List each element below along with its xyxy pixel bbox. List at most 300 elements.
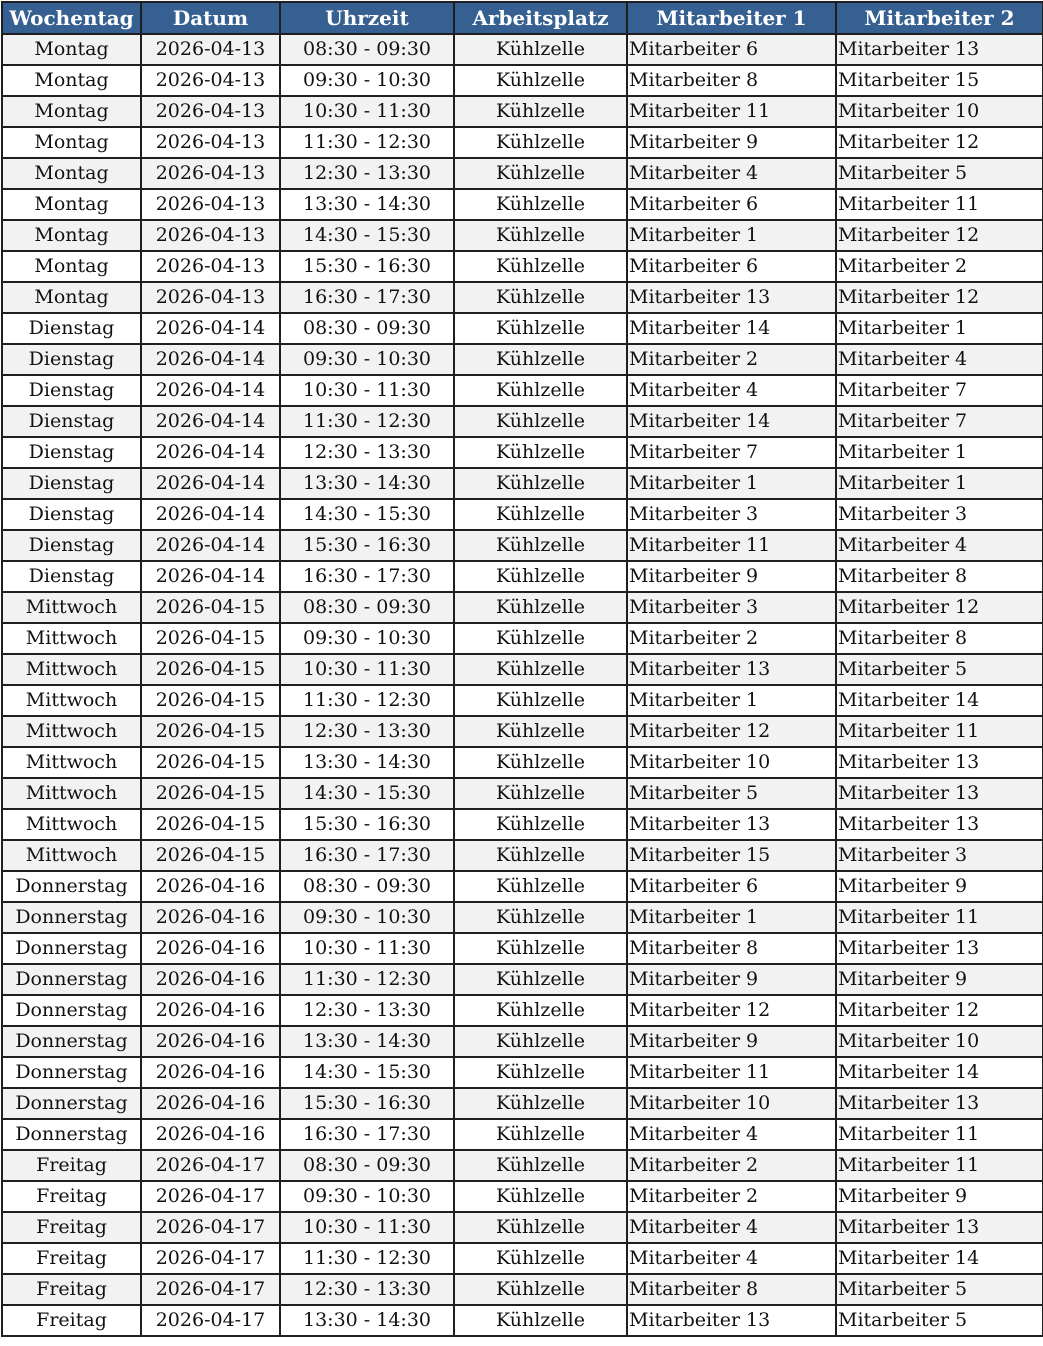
weekday-cell: Mittwoch	[2, 592, 141, 623]
weekday-cell: Montag	[2, 158, 141, 189]
employee-1-cell: Mitarbeiter 6	[627, 871, 836, 902]
time-cell: 14:30 - 15:30	[280, 499, 454, 530]
weekday-cell: Montag	[2, 220, 141, 251]
employee-2-cell: Mitarbeiter 13	[836, 1212, 1043, 1243]
table-row	[2, 933, 1043, 964]
table-row	[2, 65, 1043, 96]
weekday-cell: Dienstag	[2, 499, 141, 530]
table-row	[2, 530, 1043, 561]
workplace-cell: Kühlzelle	[454, 1274, 627, 1305]
date-cell: 2026-04-17	[141, 1243, 280, 1274]
workplace-cell: Kühlzelle	[454, 282, 627, 313]
employee-2-cell: Mitarbeiter 1	[836, 313, 1043, 344]
employee-1-cell: Mitarbeiter 8	[627, 65, 836, 96]
employee-2-cell: Mitarbeiter 9	[836, 1181, 1043, 1212]
date-cell: 2026-04-15	[141, 685, 280, 716]
workplace-cell: Kühlzelle	[454, 127, 627, 158]
time-cell: 08:30 - 09:30	[280, 1150, 454, 1181]
employee-1-cell: Mitarbeiter 3	[627, 499, 836, 530]
table-row	[2, 220, 1043, 251]
table-row	[2, 1305, 1043, 1336]
time-cell: 13:30 - 14:30	[280, 1026, 454, 1057]
weekday-cell: Mittwoch	[2, 809, 141, 840]
time-cell: 13:30 - 14:30	[280, 1305, 454, 1336]
workplace-cell: Kühlzelle	[454, 902, 627, 933]
time-cell: 10:30 - 11:30	[280, 654, 454, 685]
workplace-cell: Kühlzelle	[454, 1181, 627, 1212]
employee-1-cell: Mitarbeiter 1	[627, 902, 836, 933]
date-cell: 2026-04-15	[141, 840, 280, 871]
weekday-cell: Montag	[2, 96, 141, 127]
date-cell: 2026-04-13	[141, 65, 280, 96]
date-cell: 2026-04-15	[141, 623, 280, 654]
date-cell: 2026-04-14	[141, 437, 280, 468]
date-cell: 2026-04-14	[141, 561, 280, 592]
employee-1-cell: Mitarbeiter 9	[627, 1026, 836, 1057]
employee-2-cell: Mitarbeiter 13	[836, 778, 1043, 809]
table-row	[2, 1150, 1043, 1181]
time-cell: 11:30 - 12:30	[280, 685, 454, 716]
weekday-cell: Freitag	[2, 1212, 141, 1243]
weekday-cell: Dienstag	[2, 344, 141, 375]
table-row	[2, 809, 1043, 840]
date-cell: 2026-04-14	[141, 499, 280, 530]
weekday-cell: Donnerstag	[2, 902, 141, 933]
table-row	[2, 1181, 1043, 1212]
time-cell: 12:30 - 13:30	[280, 158, 454, 189]
employee-2-cell: Mitarbeiter 2	[836, 251, 1043, 282]
weekday-cell: Mittwoch	[2, 778, 141, 809]
date-cell: 2026-04-15	[141, 809, 280, 840]
employee-1-cell: Mitarbeiter 7	[627, 437, 836, 468]
table-row	[2, 499, 1043, 530]
time-cell: 09:30 - 10:30	[280, 623, 454, 654]
employee-2-cell: Mitarbeiter 11	[836, 716, 1043, 747]
table-row	[2, 1243, 1043, 1274]
workplace-cell: Kühlzelle	[454, 1243, 627, 1274]
time-cell: 11:30 - 12:30	[280, 1243, 454, 1274]
weekday-cell: Montag	[2, 34, 141, 65]
date-cell: 2026-04-14	[141, 375, 280, 406]
employee-1-cell: Mitarbeiter 4	[627, 375, 836, 406]
time-cell: 12:30 - 13:30	[280, 716, 454, 747]
weekday-cell: Montag	[2, 189, 141, 220]
time-cell: 08:30 - 09:30	[280, 592, 454, 623]
employee-2-cell: Mitarbeiter 5	[836, 654, 1043, 685]
table-row	[2, 1057, 1043, 1088]
table-row	[2, 406, 1043, 437]
employee-1-cell: Mitarbeiter 4	[627, 158, 836, 189]
employee-1-cell: Mitarbeiter 12	[627, 716, 836, 747]
workplace-cell: Kühlzelle	[454, 1305, 627, 1336]
weekday-cell: Dienstag	[2, 530, 141, 561]
workplace-cell: Kühlzelle	[454, 716, 627, 747]
table-row	[2, 344, 1043, 375]
weekday-cell: Montag	[2, 65, 141, 96]
employee-1-cell: Mitarbeiter 1	[627, 685, 836, 716]
employee-1-cell: Mitarbeiter 9	[627, 127, 836, 158]
table-row	[2, 1026, 1043, 1057]
date-cell: 2026-04-16	[141, 933, 280, 964]
weekday-cell: Dienstag	[2, 406, 141, 437]
table-row	[2, 313, 1043, 344]
employee-2-cell: Mitarbeiter 1	[836, 437, 1043, 468]
date-cell: 2026-04-13	[141, 220, 280, 251]
weekday-cell: Donnerstag	[2, 1026, 141, 1057]
table-row	[2, 871, 1043, 902]
weekday-cell: Mittwoch	[2, 747, 141, 778]
table-row	[2, 685, 1043, 716]
table-row	[2, 1212, 1043, 1243]
workplace-cell: Kühlzelle	[454, 96, 627, 127]
time-cell: 11:30 - 12:30	[280, 406, 454, 437]
table-row	[2, 158, 1043, 189]
time-cell: 16:30 - 17:30	[280, 1119, 454, 1150]
table-header	[2, 2, 1043, 34]
date-cell: 2026-04-16	[141, 1057, 280, 1088]
workplace-cell: Kühlzelle	[454, 220, 627, 251]
header-row	[2, 2, 1043, 34]
employee-2-cell: Mitarbeiter 13	[836, 34, 1043, 65]
date-cell: 2026-04-16	[141, 1026, 280, 1057]
employee-1-cell: Mitarbeiter 15	[627, 840, 836, 871]
employee-2-cell: Mitarbeiter 9	[836, 964, 1043, 995]
employee-1-cell: Mitarbeiter 1	[627, 468, 836, 499]
weekday-cell: Freitag	[2, 1305, 141, 1336]
weekday-cell: Freitag	[2, 1274, 141, 1305]
schedule-table	[1, 1, 1043, 1337]
employee-2-cell: Mitarbeiter 10	[836, 96, 1043, 127]
date-cell: 2026-04-13	[141, 158, 280, 189]
employee-1-cell: Mitarbeiter 11	[627, 96, 836, 127]
time-cell: 14:30 - 15:30	[280, 1057, 454, 1088]
employee-2-cell: Mitarbeiter 5	[836, 158, 1043, 189]
weekday-cell: Donnerstag	[2, 933, 141, 964]
employee-1-cell: Mitarbeiter 11	[627, 1057, 836, 1088]
table-row	[2, 1119, 1043, 1150]
employee-2-cell: Mitarbeiter 11	[836, 902, 1043, 933]
time-cell: 15:30 - 16:30	[280, 809, 454, 840]
table-row	[2, 995, 1043, 1026]
date-cell: 2026-04-15	[141, 716, 280, 747]
workplace-cell: Kühlzelle	[454, 34, 627, 65]
employee-1-cell: Mitarbeiter 9	[627, 964, 836, 995]
employee-1-cell: Mitarbeiter 13	[627, 282, 836, 313]
weekday-cell: Donnerstag	[2, 871, 141, 902]
employee-2-cell: Mitarbeiter 13	[836, 933, 1043, 964]
date-cell: 2026-04-16	[141, 1088, 280, 1119]
workplace-cell: Kühlzelle	[454, 313, 627, 344]
weekday-cell: Donnerstag	[2, 1057, 141, 1088]
employee-2-cell: Mitarbeiter 14	[836, 1057, 1043, 1088]
workplace-cell: Kühlzelle	[454, 561, 627, 592]
workplace-cell: Kühlzelle	[454, 1212, 627, 1243]
time-cell: 08:30 - 09:30	[280, 34, 454, 65]
employee-2-cell: Mitarbeiter 12	[836, 127, 1043, 158]
date-cell: 2026-04-14	[141, 344, 280, 375]
weekday-cell: Mittwoch	[2, 623, 141, 654]
weekday-cell: Freitag	[2, 1150, 141, 1181]
date-cell: 2026-04-16	[141, 964, 280, 995]
time-cell: 14:30 - 15:30	[280, 778, 454, 809]
column-header-wochentag: Wochentag	[2, 2, 141, 34]
workplace-cell: Kühlzelle	[454, 468, 627, 499]
weekday-cell: Freitag	[2, 1181, 141, 1212]
weekday-cell: Dienstag	[2, 437, 141, 468]
workplace-cell: Kühlzelle	[454, 499, 627, 530]
workplace-cell: Kühlzelle	[454, 344, 627, 375]
date-cell: 2026-04-17	[141, 1305, 280, 1336]
workplace-cell: Kühlzelle	[454, 437, 627, 468]
table-body	[2, 34, 1043, 1336]
employee-2-cell: Mitarbeiter 3	[836, 499, 1043, 530]
employee-2-cell: Mitarbeiter 5	[836, 1274, 1043, 1305]
weekday-cell: Montag	[2, 251, 141, 282]
workplace-cell: Kühlzelle	[454, 65, 627, 96]
time-cell: 09:30 - 10:30	[280, 65, 454, 96]
employee-2-cell: Mitarbeiter 13	[836, 809, 1043, 840]
weekday-cell: Donnerstag	[2, 1088, 141, 1119]
column-header-mitarbeiter-2: Mitarbeiter 2	[836, 2, 1043, 34]
employee-2-cell: Mitarbeiter 12	[836, 592, 1043, 623]
time-cell: 15:30 - 16:30	[280, 251, 454, 282]
employee-2-cell: Mitarbeiter 14	[836, 685, 1043, 716]
table-row	[2, 623, 1043, 654]
workplace-cell: Kühlzelle	[454, 1026, 627, 1057]
time-cell: 13:30 - 14:30	[280, 468, 454, 499]
employee-2-cell: Mitarbeiter 7	[836, 406, 1043, 437]
time-cell: 08:30 - 09:30	[280, 313, 454, 344]
time-cell: 16:30 - 17:30	[280, 561, 454, 592]
employee-2-cell: Mitarbeiter 4	[836, 530, 1043, 561]
table-row	[2, 654, 1043, 685]
date-cell: 2026-04-14	[141, 468, 280, 499]
workplace-cell: Kühlzelle	[454, 747, 627, 778]
employee-1-cell: Mitarbeiter 4	[627, 1243, 836, 1274]
weekday-cell: Mittwoch	[2, 840, 141, 871]
employee-2-cell: Mitarbeiter 13	[836, 747, 1043, 778]
employee-2-cell: Mitarbeiter 4	[836, 344, 1043, 375]
table-row	[2, 964, 1043, 995]
workplace-cell: Kühlzelle	[454, 530, 627, 561]
employee-1-cell: Mitarbeiter 8	[627, 1274, 836, 1305]
weekday-cell: Dienstag	[2, 313, 141, 344]
employee-2-cell: Mitarbeiter 11	[836, 1119, 1043, 1150]
time-cell: 16:30 - 17:30	[280, 840, 454, 871]
employee-1-cell: Mitarbeiter 14	[627, 406, 836, 437]
employee-1-cell: Mitarbeiter 6	[627, 251, 836, 282]
table-row	[2, 778, 1043, 809]
time-cell: 10:30 - 11:30	[280, 1212, 454, 1243]
employee-1-cell: Mitarbeiter 6	[627, 189, 836, 220]
date-cell: 2026-04-15	[141, 747, 280, 778]
column-header-arbeitsplatz: Arbeitsplatz	[454, 2, 627, 34]
employee-1-cell: Mitarbeiter 2	[627, 623, 836, 654]
employee-2-cell: Mitarbeiter 15	[836, 65, 1043, 96]
workplace-cell: Kühlzelle	[454, 1150, 627, 1181]
time-cell: 15:30 - 16:30	[280, 1088, 454, 1119]
table-row	[2, 34, 1043, 65]
weekday-cell: Freitag	[2, 1243, 141, 1274]
time-cell: 09:30 - 10:30	[280, 902, 454, 933]
weekday-cell: Donnerstag	[2, 1119, 141, 1150]
weekday-cell: Montag	[2, 127, 141, 158]
employee-1-cell: Mitarbeiter 9	[627, 561, 836, 592]
table-row	[2, 747, 1043, 778]
employee-2-cell: Mitarbeiter 12	[836, 995, 1043, 1026]
column-header-uhrzeit: Uhrzeit	[280, 2, 454, 34]
employee-2-cell: Mitarbeiter 1	[836, 468, 1043, 499]
workplace-cell: Kühlzelle	[454, 995, 627, 1026]
employee-1-cell: Mitarbeiter 10	[627, 1088, 836, 1119]
employee-1-cell: Mitarbeiter 2	[627, 1150, 836, 1181]
employee-2-cell: Mitarbeiter 8	[836, 623, 1043, 654]
employee-1-cell: Mitarbeiter 11	[627, 530, 836, 561]
workplace-cell: Kühlzelle	[454, 1057, 627, 1088]
employee-1-cell: Mitarbeiter 5	[627, 778, 836, 809]
employee-1-cell: Mitarbeiter 4	[627, 1212, 836, 1243]
time-cell: 16:30 - 17:30	[280, 282, 454, 313]
employee-1-cell: Mitarbeiter 3	[627, 592, 836, 623]
workplace-cell: Kühlzelle	[454, 406, 627, 437]
employee-1-cell: Mitarbeiter 12	[627, 995, 836, 1026]
table-row	[2, 716, 1043, 747]
table-row	[2, 127, 1043, 158]
table-row	[2, 1088, 1043, 1119]
date-cell: 2026-04-16	[141, 871, 280, 902]
table-row	[2, 282, 1043, 313]
time-cell: 12:30 - 13:30	[280, 437, 454, 468]
employee-1-cell: Mitarbeiter 13	[627, 809, 836, 840]
workplace-cell: Kühlzelle	[454, 158, 627, 189]
date-cell: 2026-04-15	[141, 654, 280, 685]
table-row	[2, 468, 1043, 499]
table-row	[2, 592, 1043, 623]
table-row	[2, 561, 1043, 592]
workplace-cell: Kühlzelle	[454, 871, 627, 902]
table-row	[2, 375, 1043, 406]
workplace-cell: Kühlzelle	[454, 654, 627, 685]
workplace-cell: Kühlzelle	[454, 1088, 627, 1119]
table-row	[2, 189, 1043, 220]
weekday-cell: Montag	[2, 282, 141, 313]
weekday-cell: Dienstag	[2, 561, 141, 592]
workplace-cell: Kühlzelle	[454, 623, 627, 654]
date-cell: 2026-04-17	[141, 1212, 280, 1243]
weekday-cell: Mittwoch	[2, 685, 141, 716]
date-cell: 2026-04-13	[141, 189, 280, 220]
date-cell: 2026-04-16	[141, 902, 280, 933]
employee-1-cell: Mitarbeiter 8	[627, 933, 836, 964]
employee-2-cell: Mitarbeiter 9	[836, 871, 1043, 902]
workplace-cell: Kühlzelle	[454, 933, 627, 964]
weekday-cell: Donnerstag	[2, 964, 141, 995]
weekday-cell: Mittwoch	[2, 716, 141, 747]
time-cell: 13:30 - 14:30	[280, 189, 454, 220]
employee-2-cell: Mitarbeiter 3	[836, 840, 1043, 871]
time-cell: 10:30 - 11:30	[280, 96, 454, 127]
date-cell: 2026-04-16	[141, 1119, 280, 1150]
employee-2-cell: Mitarbeiter 12	[836, 282, 1043, 313]
employee-2-cell: Mitarbeiter 7	[836, 375, 1043, 406]
time-cell: 09:30 - 10:30	[280, 1181, 454, 1212]
time-cell: 08:30 - 09:30	[280, 871, 454, 902]
employee-2-cell: Mitarbeiter 13	[836, 1088, 1043, 1119]
employee-2-cell: Mitarbeiter 14	[836, 1243, 1043, 1274]
employee-2-cell: Mitarbeiter 12	[836, 220, 1043, 251]
workplace-cell: Kühlzelle	[454, 778, 627, 809]
table-row	[2, 1274, 1043, 1305]
date-cell: 2026-04-17	[141, 1181, 280, 1212]
employee-2-cell: Mitarbeiter 5	[836, 1305, 1043, 1336]
table-row	[2, 902, 1043, 933]
employee-1-cell: Mitarbeiter 2	[627, 344, 836, 375]
workplace-cell: Kühlzelle	[454, 251, 627, 282]
workplace-cell: Kühlzelle	[454, 1119, 627, 1150]
employee-2-cell: Mitarbeiter 10	[836, 1026, 1043, 1057]
column-header-datum: Datum	[141, 2, 280, 34]
employee-1-cell: Mitarbeiter 13	[627, 654, 836, 685]
workplace-cell: Kühlzelle	[454, 964, 627, 995]
date-cell: 2026-04-13	[141, 34, 280, 65]
time-cell: 15:30 - 16:30	[280, 530, 454, 561]
date-cell: 2026-04-14	[141, 530, 280, 561]
table-row	[2, 437, 1043, 468]
time-cell: 09:30 - 10:30	[280, 344, 454, 375]
time-cell: 11:30 - 12:30	[280, 127, 454, 158]
weekday-cell: Dienstag	[2, 468, 141, 499]
date-cell: 2026-04-15	[141, 592, 280, 623]
employee-1-cell: Mitarbeiter 14	[627, 313, 836, 344]
workplace-cell: Kühlzelle	[454, 375, 627, 406]
time-cell: 11:30 - 12:30	[280, 964, 454, 995]
time-cell: 12:30 - 13:30	[280, 995, 454, 1026]
table-row	[2, 96, 1043, 127]
employee-1-cell: Mitarbeiter 2	[627, 1181, 836, 1212]
employee-2-cell: Mitarbeiter 8	[836, 561, 1043, 592]
employee-1-cell: Mitarbeiter 13	[627, 1305, 836, 1336]
time-cell: 14:30 - 15:30	[280, 220, 454, 251]
table-row	[2, 840, 1043, 871]
date-cell: 2026-04-16	[141, 995, 280, 1026]
workplace-cell: Kühlzelle	[454, 809, 627, 840]
time-cell: 13:30 - 14:30	[280, 747, 454, 778]
time-cell: 12:30 - 13:30	[280, 1274, 454, 1305]
workplace-cell: Kühlzelle	[454, 592, 627, 623]
workplace-cell: Kühlzelle	[454, 189, 627, 220]
employee-1-cell: Mitarbeiter 6	[627, 34, 836, 65]
table-row	[2, 251, 1043, 282]
date-cell: 2026-04-17	[141, 1274, 280, 1305]
weekday-cell: Donnerstag	[2, 995, 141, 1026]
date-cell: 2026-04-13	[141, 282, 280, 313]
date-cell: 2026-04-14	[141, 406, 280, 437]
workplace-cell: Kühlzelle	[454, 685, 627, 716]
employee-1-cell: Mitarbeiter 4	[627, 1119, 836, 1150]
employee-2-cell: Mitarbeiter 11	[836, 189, 1043, 220]
date-cell: 2026-04-13	[141, 251, 280, 282]
date-cell: 2026-04-14	[141, 313, 280, 344]
weekday-cell: Mittwoch	[2, 654, 141, 685]
time-cell: 10:30 - 11:30	[280, 375, 454, 406]
column-header-mitarbeiter-1: Mitarbeiter 1	[627, 2, 836, 34]
date-cell: 2026-04-13	[141, 127, 280, 158]
employee-1-cell: Mitarbeiter 1	[627, 220, 836, 251]
time-cell: 10:30 - 11:30	[280, 933, 454, 964]
employee-1-cell: Mitarbeiter 10	[627, 747, 836, 778]
employee-2-cell: Mitarbeiter 11	[836, 1150, 1043, 1181]
date-cell: 2026-04-17	[141, 1150, 280, 1181]
